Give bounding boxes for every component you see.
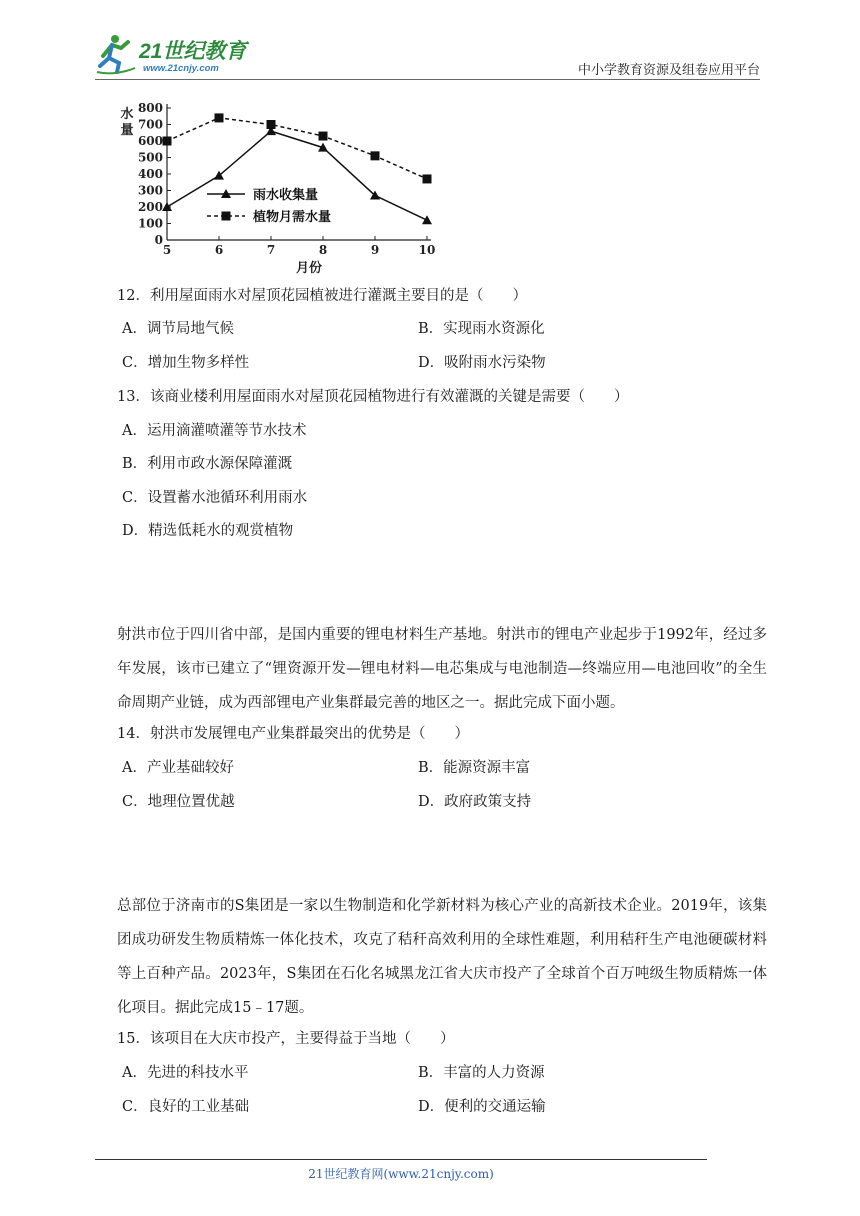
q12-option-a[interactable]: A．调节局地气候 bbox=[122, 321, 234, 337]
q15-option-d[interactable]: D．便利的交通运输 bbox=[418, 1099, 546, 1115]
runner-icon bbox=[97, 35, 135, 73]
series-2-point bbox=[319, 132, 328, 141]
y-tick-label: 600 bbox=[137, 134, 163, 148]
y-tick-label: 200 bbox=[137, 200, 163, 214]
y-tick-label: 800 bbox=[137, 101, 163, 115]
q12-option-d[interactable]: D．吸附雨水污染物 bbox=[418, 355, 546, 371]
q12-option-c[interactable]: C．增加生物多样性 bbox=[122, 355, 250, 371]
x-tick-label: 10 bbox=[418, 243, 436, 257]
q14-option-b[interactable]: B．能源资源丰富 bbox=[418, 760, 531, 776]
platform-name: 中小学教育资源及组卷应用平台 bbox=[577, 63, 760, 78]
question-13-stem: 13．该商业楼利用屋面雨水对屋顶花园植物进行有效灌溉的关键是需要（ ） bbox=[117, 389, 629, 405]
x-tick-label: 6 bbox=[214, 243, 224, 257]
y-axis-label: 量 bbox=[120, 123, 134, 138]
series-2-point bbox=[371, 151, 380, 160]
q13-option-b[interactable]: B．利用市政水源保障灌溉 bbox=[122, 456, 293, 472]
q13-option-a[interactable]: A．运用滴灌喷灌等节水技术 bbox=[122, 423, 307, 439]
y-tick-label: 100 bbox=[137, 216, 163, 231]
x-axis-label: 月份 bbox=[295, 261, 323, 276]
x-tick-label: 8 bbox=[318, 243, 328, 257]
series-1-point bbox=[422, 215, 432, 224]
q12-option-b[interactable]: B．实现雨水资源化 bbox=[418, 321, 545, 337]
q14-option-d[interactable]: D．政府政策支持 bbox=[418, 794, 532, 810]
series-2-point bbox=[267, 120, 276, 129]
logo-text: 21世纪教育 bbox=[139, 40, 247, 63]
y-tick-label: 700 bbox=[137, 117, 163, 132]
x-tick-label: 9 bbox=[370, 243, 380, 257]
x-tick-label: 7 bbox=[266, 243, 276, 257]
logo-url: www.21cnjy.com bbox=[143, 63, 219, 74]
series-2-point bbox=[423, 174, 432, 183]
q13-option-d[interactable]: D．精选低耗水的观赏植物 bbox=[122, 523, 294, 539]
legend-label-2: 植物月需水量 bbox=[253, 210, 332, 225]
y-tick-label: 400 bbox=[137, 167, 163, 181]
q15-option-a[interactable]: A．先进的科技水平 bbox=[122, 1065, 249, 1081]
footer-divider bbox=[95, 1159, 707, 1160]
q13-option-c[interactable]: C．设置蓄水池循环利用雨水 bbox=[122, 490, 308, 506]
q15-option-c[interactable]: C．良好的工业基础 bbox=[122, 1099, 250, 1115]
q15-option-b[interactable]: B．丰富的人力资源 bbox=[418, 1065, 545, 1081]
y-tick-label: 500 bbox=[137, 150, 163, 165]
x-tick-label: 5 bbox=[162, 243, 172, 257]
water-chart bbox=[115, 100, 445, 278]
header-divider bbox=[95, 79, 760, 80]
y-axis-label: 水 bbox=[120, 107, 134, 122]
q14-option-c[interactable]: C．地理位置优越 bbox=[122, 794, 235, 810]
logo bbox=[95, 30, 270, 76]
footer-site[interactable]: 21世纪教育网(www.21cnjy.com) bbox=[308, 1167, 494, 1181]
y-tick-label: 300 bbox=[137, 183, 163, 198]
passage-lithium: 射洪市位于四川省中部，是国内重要的锂电材料生产基地。射洪市的锂电产业起步于1992年，经过多年发展，该市已建立了“锂资源开发—锂电材料—电芯集成与电池制造—终端应用—电池回收”的全生命周期产业链，成为西部锂电产业集群最完善的地区之一。据此完成下面小题。 bbox=[117, 627, 767, 711]
passage-biomass: 总部位于济南市的S集团是一家以生物制造和化学新材料为核心产业的高新技术企业。2019年，该集团成功研发生物质精炼一体化技术，攻克了秸秆高效利用的全球性难题，利用秸秆生产电池硬碳材料等上百种产品。2023年，S集团在石化名城黑龙江省大庆市投产了全球首个百万吨级生物质精炼一体化项目。据此完成15﹣17题。 bbox=[117, 898, 767, 1016]
series-2-point bbox=[215, 113, 224, 122]
q14-option-a[interactable]: A．产业基础较好 bbox=[122, 760, 234, 776]
question-14-stem: 14．射洪市发展锂电产业集群最突出的优势是（ ） bbox=[117, 726, 469, 742]
question-15-stem: 15．该项目在大庆市投产，主要得益于当地（ ） bbox=[117, 1031, 455, 1047]
page-header bbox=[95, 30, 760, 80]
series-line-1 bbox=[167, 131, 427, 220]
legend-label-1: 雨水收集量 bbox=[253, 188, 319, 203]
series-line-2 bbox=[167, 118, 427, 179]
y-tick-label: 0 bbox=[154, 233, 163, 247]
legend-marker-2 bbox=[222, 212, 231, 221]
series-2-point bbox=[163, 137, 172, 146]
question-12-stem: 12．利用屋面雨水对屋顶花园植被进行灌溉主要目的是（ ） bbox=[117, 288, 527, 304]
